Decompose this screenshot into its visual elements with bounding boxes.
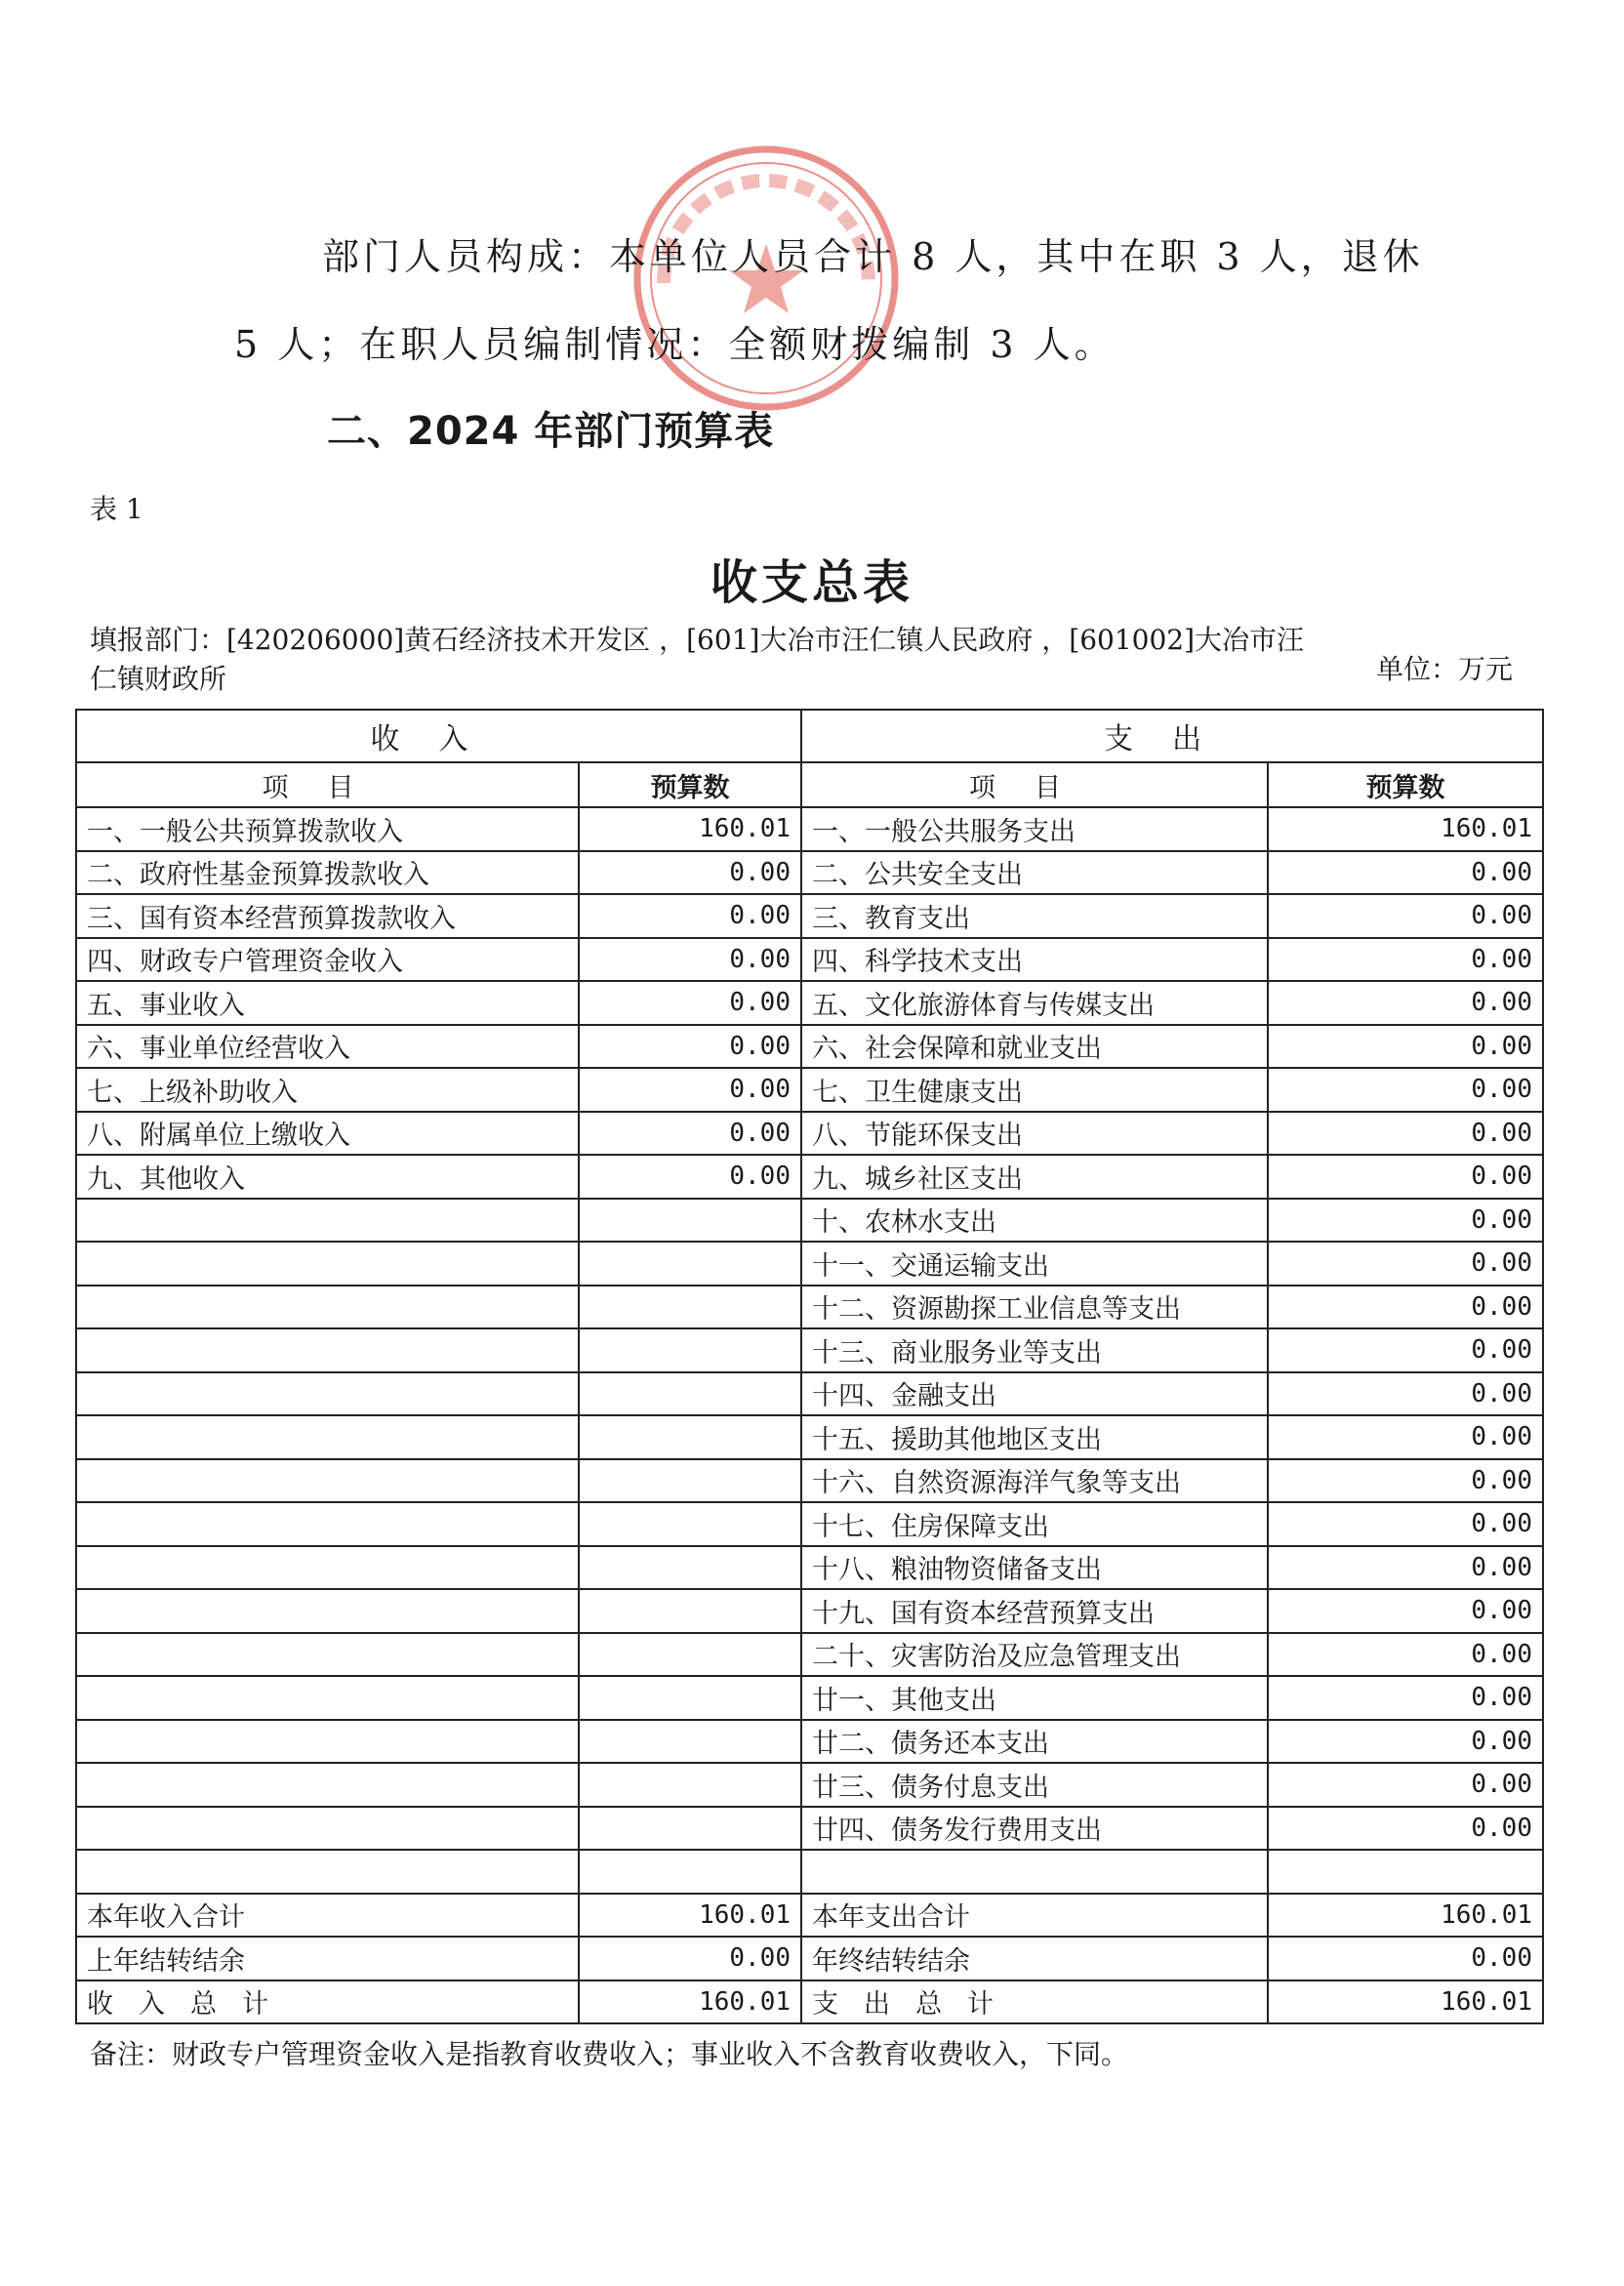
income-item-cell <box>76 1589 579 1633</box>
expense-item-cell: 廿四、债务发行费用支出 <box>801 1807 1268 1851</box>
income-item-cell: 六、事业单位经营收入 <box>76 1025 579 1069</box>
table-row <box>76 1502 1543 1546</box>
expense-item-cell: 八、节能环保支出 <box>801 1112 1268 1156</box>
expense-item-cell: 本年支出合计 <box>801 1894 1268 1938</box>
table-row <box>76 1980 1543 2024</box>
expense-amount-cell <box>1268 1850 1543 1894</box>
income-item-cell <box>76 1286 579 1329</box>
expense-amount-cell: 0.00 <box>1268 1372 1543 1416</box>
income-amount-cell: 0.00 <box>579 981 801 1025</box>
table-row <box>76 1459 1543 1503</box>
income-item-cell <box>76 1459 579 1503</box>
expense-item-cell: 五、文化旅游体育与传媒支出 <box>801 981 1268 1025</box>
expense-amount-cell: 0.00 <box>1268 1807 1543 1851</box>
table-row <box>76 1633 1543 1677</box>
expense-amount-cell: 0.00 <box>1268 1025 1543 1069</box>
expense-amount-cell: 0.00 <box>1268 851 1543 895</box>
income-amount-cell <box>579 1807 801 1851</box>
expense-amount-cell: 160.01 <box>1268 1980 1543 2024</box>
expense-item-cell: 年终结转结余 <box>801 1937 1268 1980</box>
expense-amount-cell: 0.00 <box>1268 1286 1543 1329</box>
expense-budget-header: 预算数 <box>1268 762 1543 807</box>
income-item-cell: 三、国有资本经营预算拨款收入 <box>76 894 579 938</box>
expense-amount-cell: 0.00 <box>1268 1068 1543 1112</box>
income-amount-cell: 0.00 <box>579 1025 801 1069</box>
staff-composition-line-2: 5 人；在职人员编制情况：全额财拨编制 3 人。 <box>234 323 1116 366</box>
income-item-cell: 七、上级补助收入 <box>76 1068 579 1112</box>
income-item-cell <box>76 1242 579 1286</box>
table-row <box>76 1676 1543 1720</box>
expense-amount-cell: 0.00 <box>1268 1546 1543 1590</box>
income-item-cell: 本年收入合计 <box>76 1894 579 1938</box>
income-amount-cell <box>579 1459 801 1503</box>
table-title: 收支总表 <box>710 555 914 610</box>
table-row <box>76 1937 1543 1980</box>
income-amount-cell: 0.00 <box>579 1068 801 1112</box>
table-row <box>76 1155 1543 1199</box>
expense-amount-cell: 0.00 <box>1268 1459 1543 1503</box>
expense-item-cell: 十四、金融支出 <box>801 1372 1268 1416</box>
expense-item-cell: 六、社会保障和就业支出 <box>801 1025 1268 1069</box>
table-row <box>76 1112 1543 1156</box>
expense-item-cell: 七、卫生健康支出 <box>801 1068 1268 1112</box>
income-amount-cell: 160.01 <box>579 1980 801 2024</box>
income-amount-cell <box>579 1589 801 1633</box>
expense-amount-cell: 0.00 <box>1268 1415 1543 1459</box>
table-row <box>76 1286 1543 1329</box>
expense-amount-cell: 0.00 <box>1268 1199 1543 1243</box>
table-row <box>76 1763 1543 1807</box>
staff-composition-line-1: 部门人员构成：本单位人员合计 8 人，其中在职 3 人，退休 <box>322 235 1424 278</box>
income-item-cell <box>76 1720 579 1764</box>
table-row <box>76 1372 1543 1416</box>
income-item-cell <box>76 1546 579 1590</box>
expense-item-cell: 十二、资源勘探工业信息等支出 <box>801 1286 1268 1329</box>
income-item-cell: 二、政府性基金预算拨款收入 <box>76 851 579 895</box>
expense-amount-cell: 0.00 <box>1268 981 1543 1025</box>
expense-amount-cell: 0.00 <box>1268 894 1543 938</box>
income-amount-cell: 0.00 <box>579 1937 801 1980</box>
income-item-cell: 八、附属单位上缴收入 <box>76 1112 579 1156</box>
income-amount-cell <box>579 1372 801 1416</box>
income-item-cell <box>76 1372 579 1416</box>
expense-header: 支出 <box>801 710 1543 762</box>
income-amount-cell: 160.01 <box>579 807 801 851</box>
table-row <box>76 1328 1543 1372</box>
expense-item-cell: 十九、国有资本经营预算支出 <box>801 1589 1268 1633</box>
expense-amount-cell: 0.00 <box>1268 1633 1543 1677</box>
expense-item-cell: 十三、商业服务业等支出 <box>801 1328 1268 1372</box>
expense-item-cell: 十七、住房保障支出 <box>801 1502 1268 1546</box>
table-row <box>76 1589 1543 1633</box>
table-row <box>76 894 1543 938</box>
expense-amount-cell: 0.00 <box>1268 938 1543 982</box>
income-item-cell <box>76 1763 579 1807</box>
table-column-header <box>76 762 1543 807</box>
income-amount-cell: 0.00 <box>579 1112 801 1156</box>
table-row <box>76 851 1543 895</box>
table-number: 表 1 <box>90 493 143 525</box>
income-item-cell: 四、财政专户管理资金收入 <box>76 938 579 982</box>
income-item-cell <box>76 1328 579 1372</box>
income-amount-cell <box>579 1502 801 1546</box>
expense-item-cell: 廿一、其他支出 <box>801 1676 1268 1720</box>
income-item-cell <box>76 1502 579 1546</box>
income-amount-cell: 0.00 <box>579 894 801 938</box>
table-row <box>76 1199 1543 1243</box>
expense-item-cell: 十、农林水支出 <box>801 1199 1268 1243</box>
table-row <box>76 1242 1543 1286</box>
table-row <box>76 807 1543 851</box>
expense-amount-cell: 0.00 <box>1268 1676 1543 1720</box>
expense-item-cell: 十八、粮油物资储备支出 <box>801 1546 1268 1590</box>
income-item-cell <box>76 1807 579 1851</box>
income-item-cell: 收入总计 <box>76 1980 579 2024</box>
income-amount-cell <box>579 1676 801 1720</box>
income-item-cell: 五、事业收入 <box>76 981 579 1025</box>
expense-amount-cell: 0.00 <box>1268 1763 1543 1807</box>
income-item-header: 项目 <box>76 762 579 807</box>
expense-item-cell: 一、一般公共服务支出 <box>801 807 1268 851</box>
income-amount-cell <box>579 1546 801 1590</box>
reporting-department: 填报部门：[420206000]黄石经济技术开发区 ，[601]大冶市汪仁镇人民政府 ，[601002]大冶市汪仁镇财政所 <box>90 624 1305 695</box>
expense-item-cell: 二十、灾害防治及应急管理支出 <box>801 1633 1268 1677</box>
expense-item-cell: 廿二、债务还本支出 <box>801 1720 1268 1764</box>
income-item-cell: 九、其他收入 <box>76 1155 579 1199</box>
expense-item-cell: 十一、交通运输支出 <box>801 1242 1268 1286</box>
expense-item-cell: 三、教育支出 <box>801 894 1268 938</box>
table-row <box>76 981 1543 1025</box>
income-header: 收入 <box>76 710 801 762</box>
table-row <box>76 1025 1543 1069</box>
table-row <box>76 1415 1543 1459</box>
income-amount-cell <box>579 1415 801 1459</box>
expense-amount-cell: 160.01 <box>1268 807 1543 851</box>
expense-item-cell: 九、城乡社区支出 <box>801 1155 1268 1199</box>
expense-item-cell: 十五、援助其他地区支出 <box>801 1415 1268 1459</box>
income-amount-cell: 160.01 <box>579 1894 801 1938</box>
expense-item-cell: 二、公共安全支出 <box>801 851 1268 895</box>
income-amount-cell <box>579 1850 801 1894</box>
expense-amount-cell: 0.00 <box>1268 1937 1543 1980</box>
income-item-cell: 上年结转结余 <box>76 1937 579 1980</box>
expense-item-cell: 廿三、债务付息支出 <box>801 1763 1268 1807</box>
table-row <box>76 1807 1543 1851</box>
table-row <box>76 938 1543 982</box>
budget-summary-table <box>75 709 1544 2024</box>
income-amount-cell: 0.00 <box>579 1155 801 1199</box>
expense-amount-cell: 0.00 <box>1268 1328 1543 1372</box>
expense-item-header: 项目 <box>801 762 1268 807</box>
income-amount-cell <box>579 1199 801 1243</box>
expense-item-cell <box>801 1850 1268 1894</box>
income-item-cell <box>76 1850 579 1894</box>
expense-amount-cell: 0.00 <box>1268 1502 1543 1546</box>
income-amount-cell: 0.00 <box>579 851 801 895</box>
income-amount-cell <box>579 1633 801 1677</box>
income-item-cell <box>76 1676 579 1720</box>
expense-amount-cell: 0.00 <box>1268 1155 1543 1199</box>
table-footnote: 备注：财政专户管理资金收入是指教育收费收入；事业收入不含教育收费收入，下同。 <box>90 2038 1129 2070</box>
income-amount-cell <box>579 1242 801 1286</box>
expense-amount-cell: 0.00 <box>1268 1589 1543 1633</box>
table-group-header <box>76 710 1543 762</box>
income-amount-cell <box>579 1720 801 1764</box>
table-row <box>76 1546 1543 1590</box>
expense-amount-cell: 0.00 <box>1268 1112 1543 1156</box>
table-row <box>76 1894 1543 1938</box>
table-row <box>76 1720 1543 1764</box>
income-item-cell <box>76 1199 579 1243</box>
expense-amount-cell: 160.01 <box>1268 1894 1543 1938</box>
income-budget-header: 预算数 <box>579 762 801 807</box>
section-title: 二、2024 年部门预算表 <box>327 409 775 454</box>
income-item-cell <box>76 1633 579 1677</box>
income-amount-cell <box>579 1763 801 1807</box>
expense-item-cell: 支出总计 <box>801 1980 1268 2024</box>
expense-amount-cell: 0.00 <box>1268 1720 1543 1764</box>
expense-item-cell: 十六、自然资源海洋气象等支出 <box>801 1459 1268 1503</box>
table-row <box>76 1850 1543 1894</box>
unit-label: 单位：万元 <box>1376 653 1514 685</box>
income-amount-cell: 0.00 <box>579 938 801 982</box>
expense-item-cell: 四、科学技术支出 <box>801 938 1268 982</box>
income-amount-cell <box>579 1286 801 1329</box>
income-item-cell: 一、一般公共预算拨款收入 <box>76 807 579 851</box>
expense-amount-cell: 0.00 <box>1268 1242 1543 1286</box>
income-amount-cell <box>579 1328 801 1372</box>
table-row <box>76 1068 1543 1112</box>
income-item-cell <box>76 1415 579 1459</box>
